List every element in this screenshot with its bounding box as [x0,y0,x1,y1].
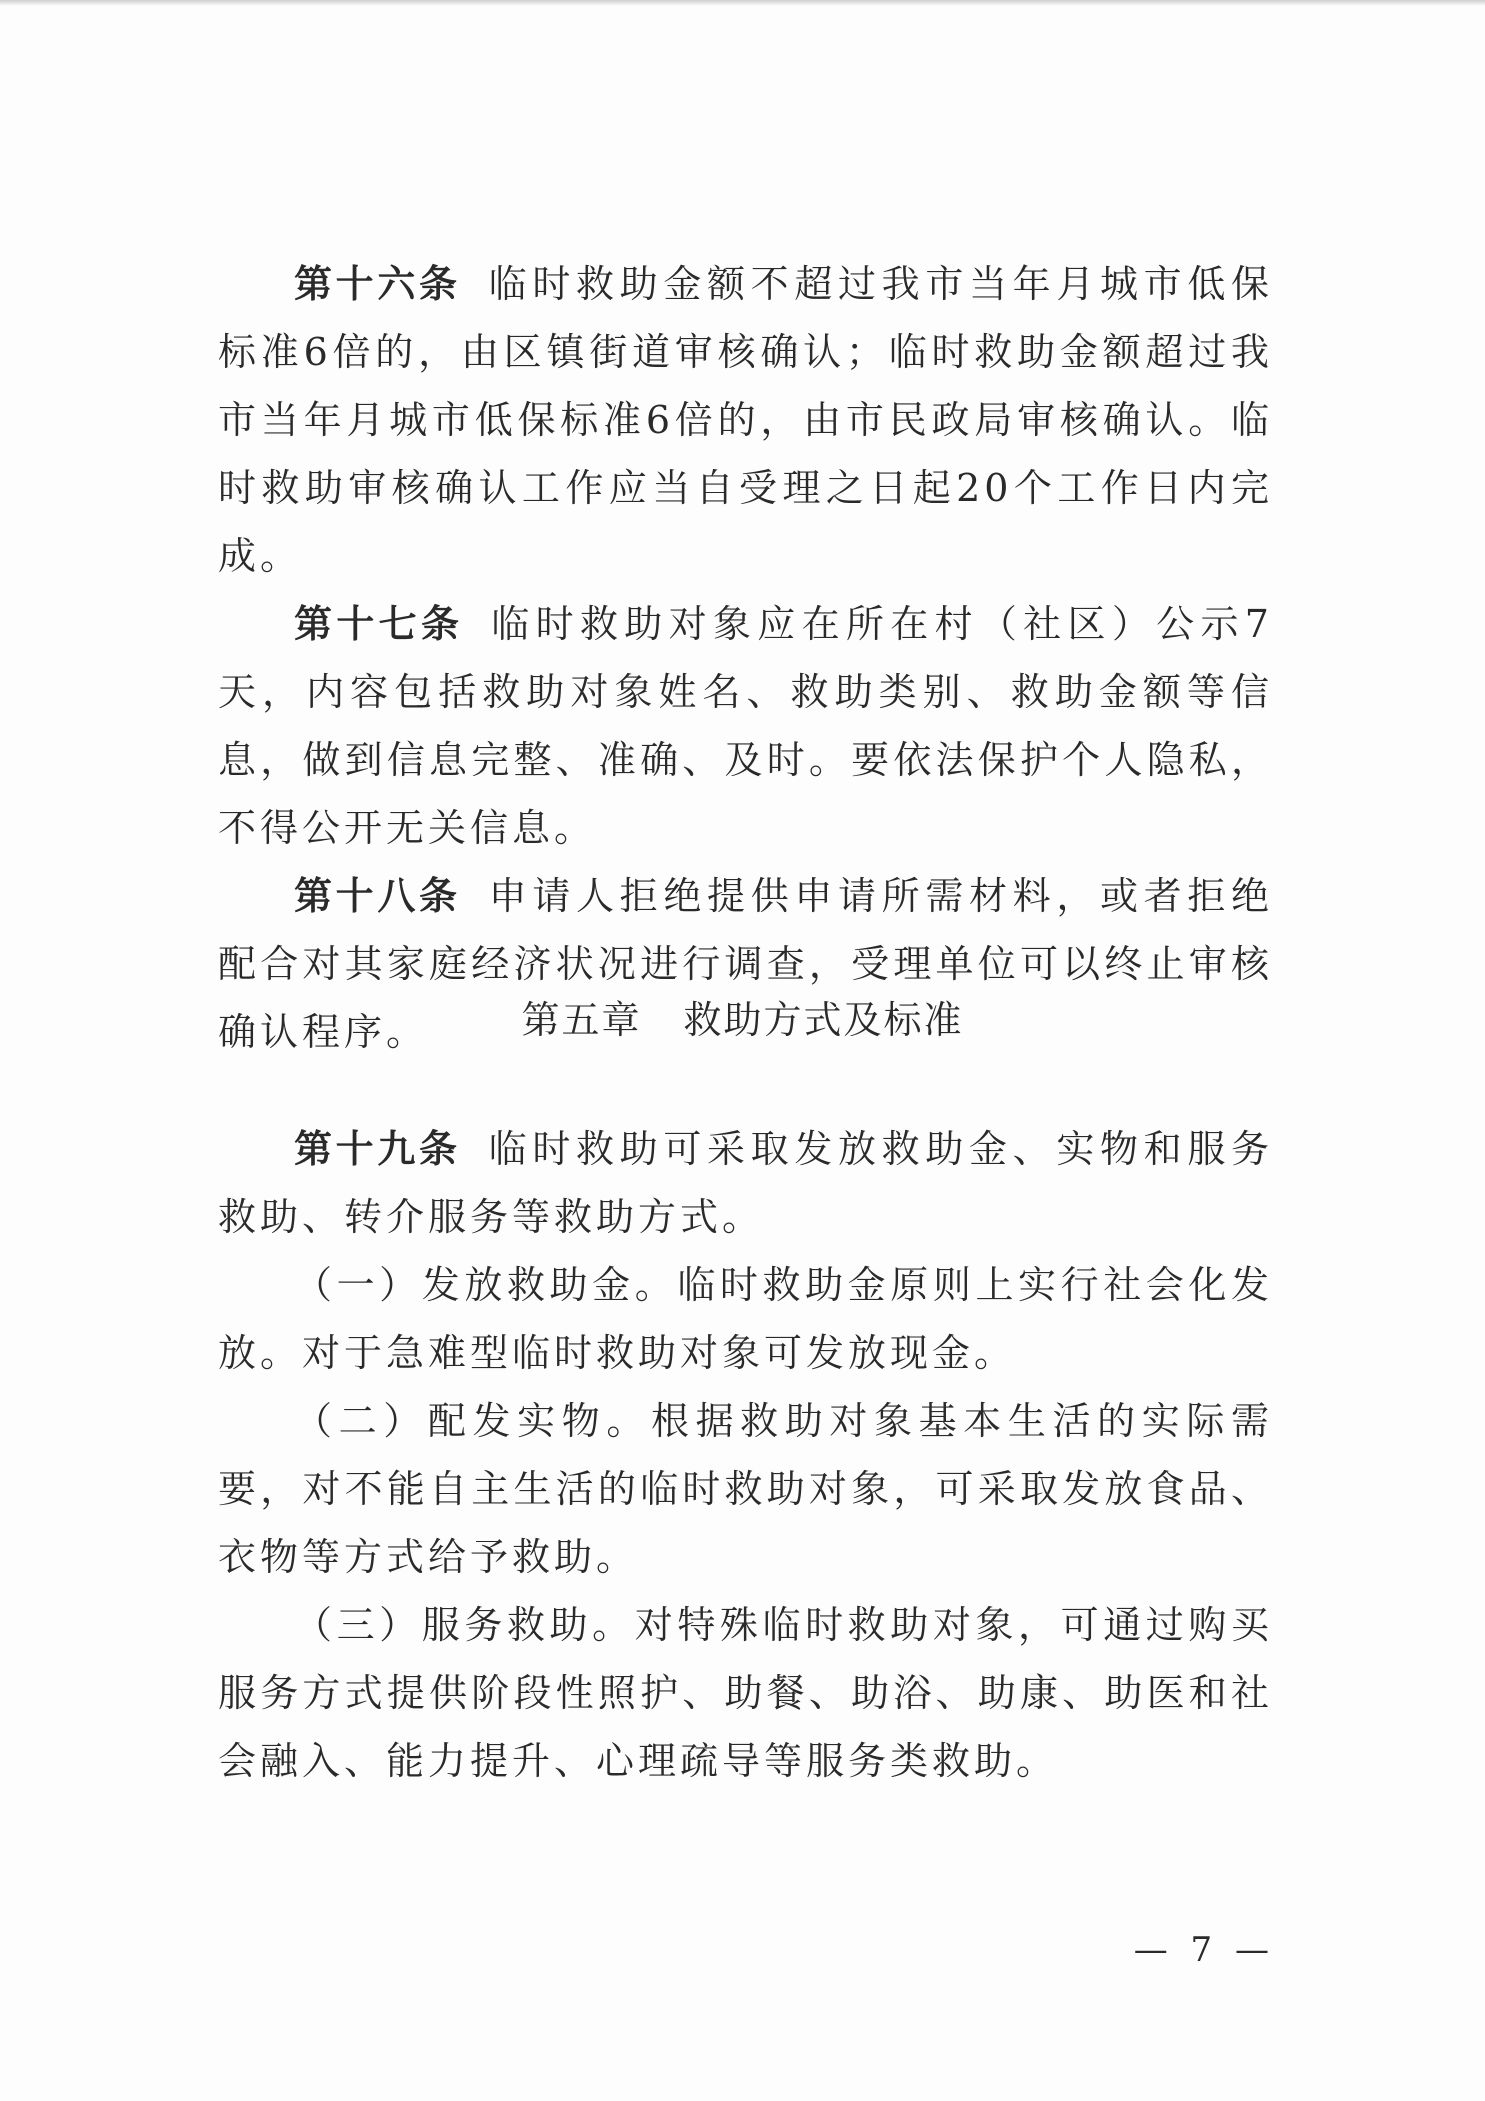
article-text: 临时救助对象应在所在村（社区）公示7天，内容包括救助对象姓名、救助类别、救助金额等信息，做到信息完整、准确、及时。要依法保护个人隐私，不得公开无关信息。 [218,602,1273,850]
article-number: 第十八条 [294,874,461,918]
page-number: — 7 — [1133,1930,1275,1970]
article-text: 临时救助可采取发放救助金、实物和服务救助、转介服务等救助方式。 [218,1127,1273,1239]
article-text: 临时救助金额不超过我市当年月城市低保标准6倍的，由区镇街道审核确认；临时救助金额超过我市当年月城市低保标准6倍的，由市民政局审核确认。临时救助审核确认工作应当自受理之日起20个工作日内完成。 [218,262,1273,578]
articles-section-top [218,250,1273,1066]
article-number: 第十六条 [294,262,461,306]
article-number: 第十九条 [294,1127,461,1171]
article-19 [218,1115,1273,1251]
item-1: （一）发放救助金。临时救助金原则上实行社会化发放。对于急难型临时救助对象可发放现金。 [218,1263,1273,1375]
chapter-number: 第五章 [521,998,642,1042]
article-16 [218,250,1273,590]
scan-edge [0,0,1485,6]
chapter-heading [0,990,1485,1050]
item-2: （二）配发实物。根据救助对象基本生活的实际需要，对不能自主生活的临时救助对象，可采取发放食品、衣物等方式给予救助。 [218,1399,1273,1579]
articles-section-bottom [218,1115,1273,1795]
chapter-title: 救助方式及标准 [683,998,964,1042]
article-17 [218,590,1273,862]
article-number: 第十七条 [294,602,464,646]
item-3: （三）服务救助。对特殊临时救助对象，可通过购买服务方式提供阶段性照护、助餐、助浴、助康、助医和社会融入、能力提升、心理疏导等服务类救助。 [218,1603,1273,1783]
article-text: 申请人拒绝提供申请所需材料，或者拒绝配合对其家庭经济状况进行调查，受理单位可以终止审核确认程序。 [218,874,1273,1054]
